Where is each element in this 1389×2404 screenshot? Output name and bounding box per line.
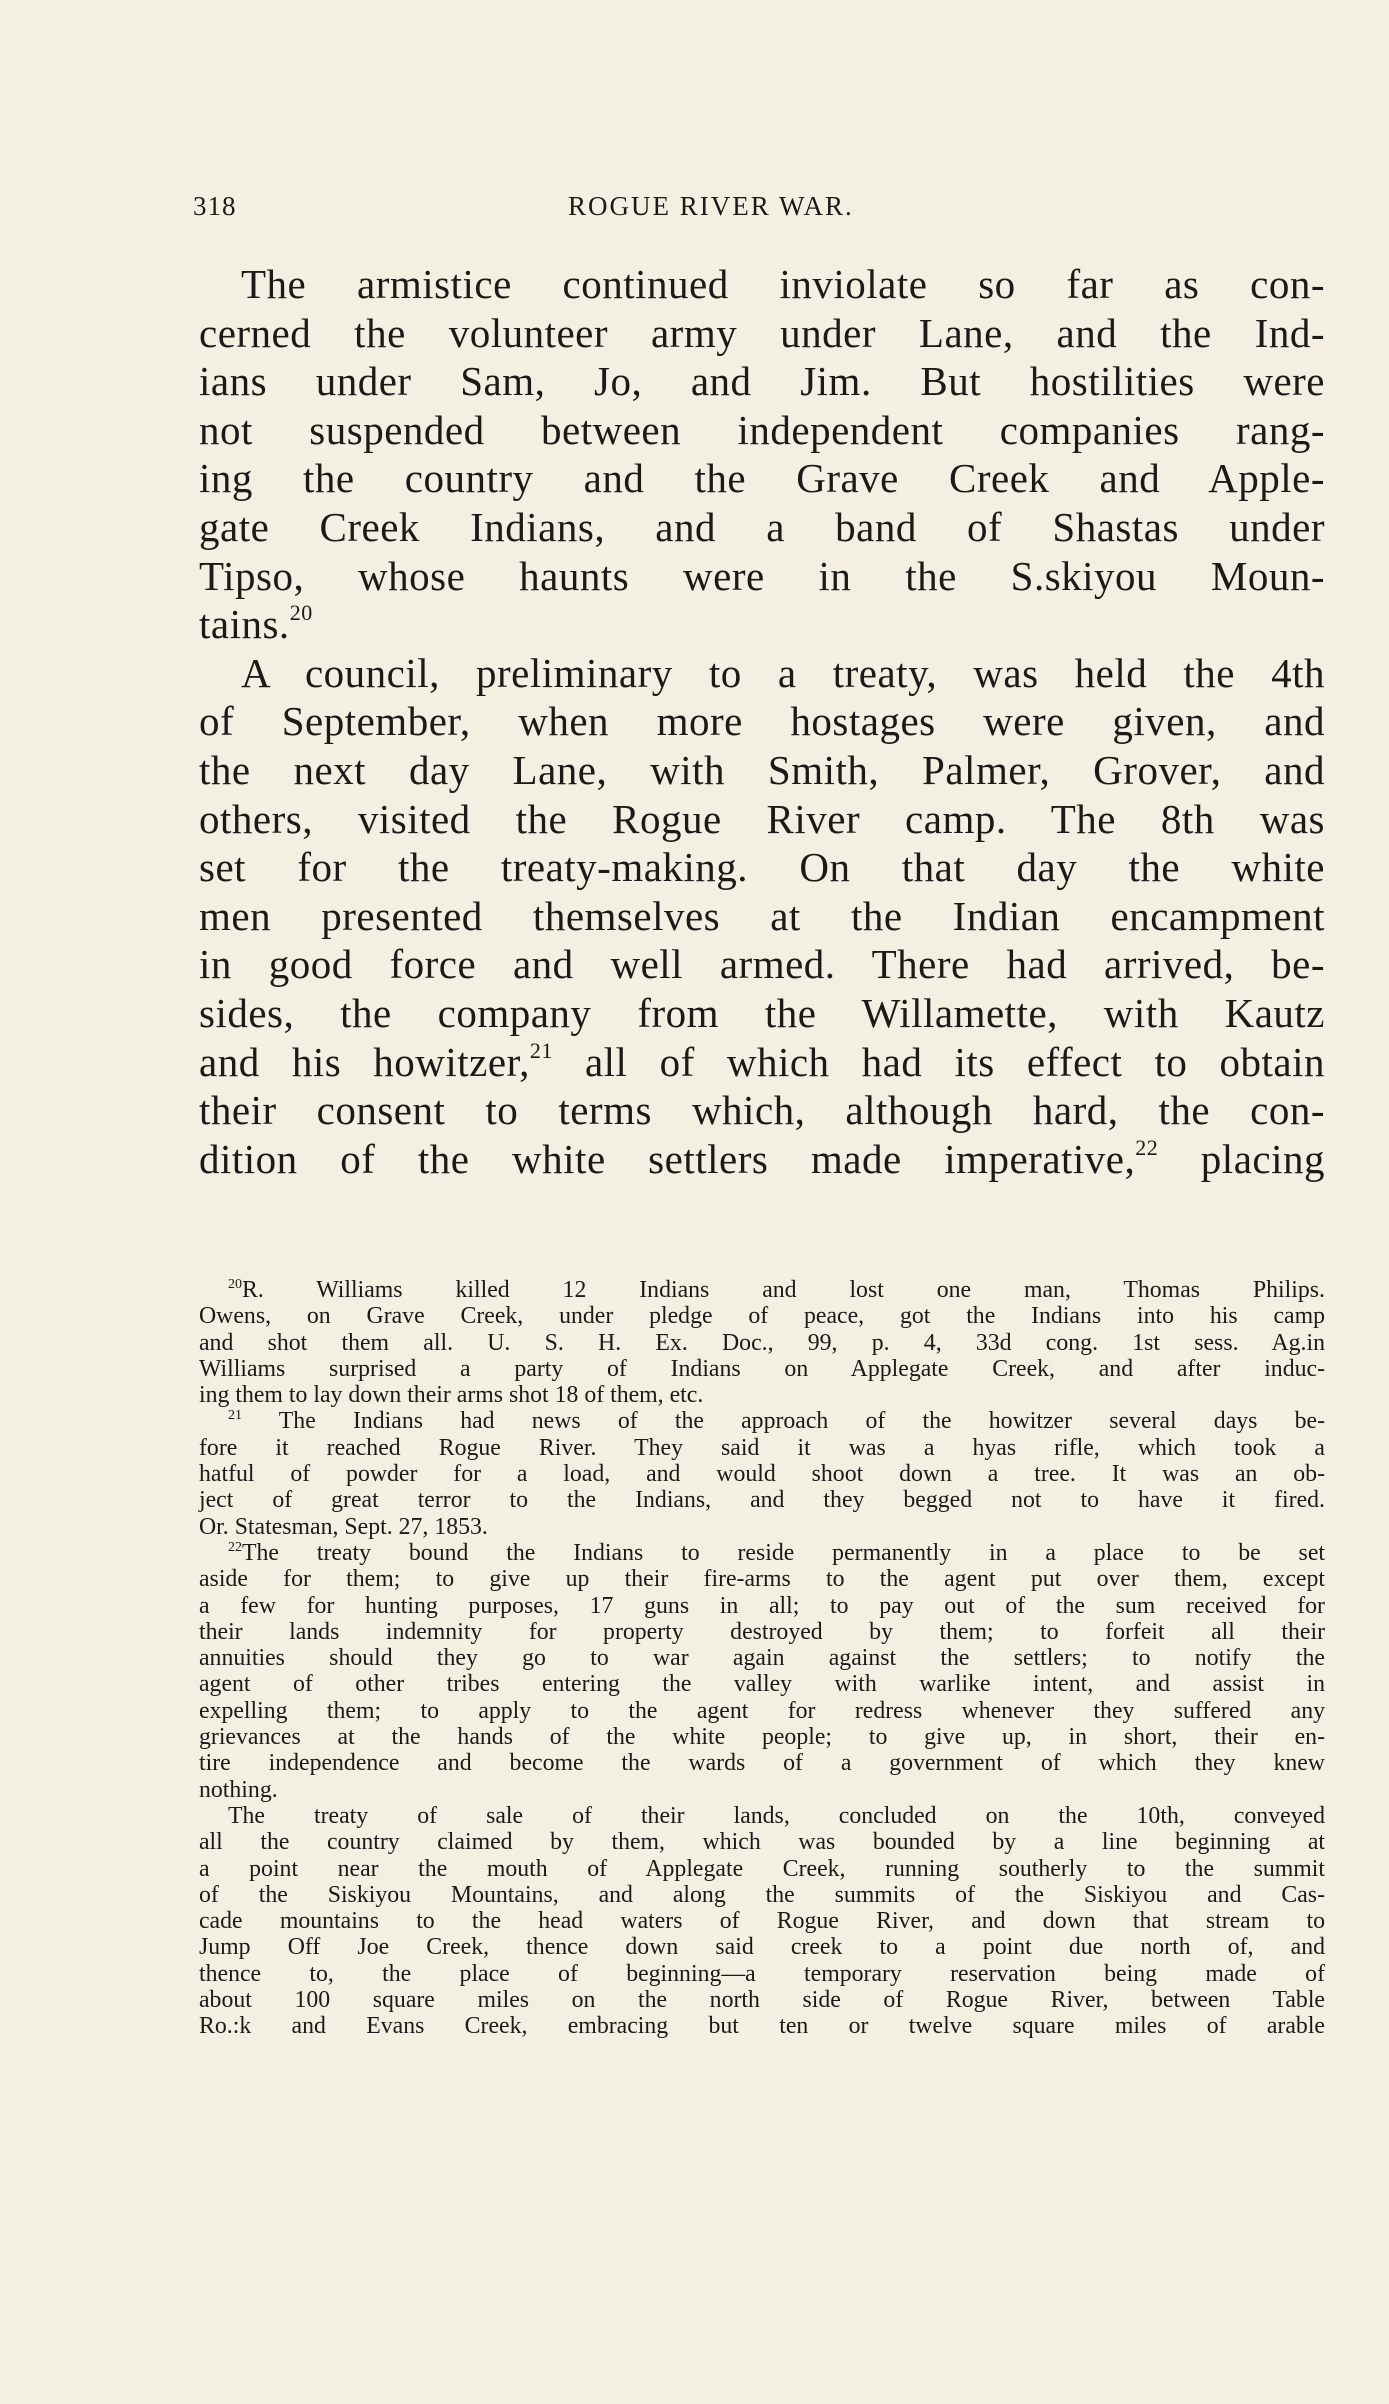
footnote-line: cade mountains to the head waters of Rogue River, and down that stream to <box>199 1908 1325 1935</box>
footnote-line: all the country claimed by them, which was bounded by a line beginning at <box>199 1829 1325 1856</box>
footnote-line: agent of other tribes entering the valley with warlike intent, and assist in <box>199 1671 1325 1698</box>
body-line: sides, the company from the Willamette, with Kautz <box>199 989 1325 1036</box>
body-line: their consent to terms which, although hard, the con- <box>199 1087 1325 1134</box>
body-line: ians under Sam, Jo, and Jim. But hostilities were <box>199 358 1325 405</box>
footnote-line: and shot them all. U. S. H. Ex. Doc., 99, p. 4, 33d cong. 1st sess. Ag.in <box>199 1329 1325 1356</box>
running-title: ROGUE RIVER WAR. <box>568 191 854 221</box>
footnote-line: hatful of powder for a load, and would shoot down a tree. It was an ob- <box>199 1461 1325 1488</box>
body-line: Tipso, whose haunts were in the S.skiyou Moun- <box>199 552 1325 599</box>
footnote-line: Williams surprised a party of Indians on Applegate Creek, and after induc- <box>199 1355 1325 1382</box>
footnote-reference: 21 <box>529 1037 553 1063</box>
body-line: not suspended between independent companies rang- <box>199 406 1325 453</box>
body-line: in good force and well armed. There had arrived, be- <box>199 941 1325 988</box>
footnote-line: of the Siskiyou Mountains, and along the summits of the Siskiyou and Cas- <box>199 1881 1325 1908</box>
body-line: A council, preliminary to a treaty, was held the 4th <box>241 649 1325 696</box>
footnote-line: nothing. <box>199 1776 278 1803</box>
footnote-line: expelling them; to apply to the agent for redress whenever they suffered any <box>199 1697 1325 1724</box>
body-line: ing the country and the Grave Creek and Apple- <box>199 455 1325 502</box>
footnote-line: Owens, on Grave Creek, under pledge of peace, got the Indians into his camp <box>199 1303 1325 1330</box>
body-line: The armistice continued inviolate so far as con- <box>241 261 1325 307</box>
body-line: cerned the volunteer army under Lane, and the Ind- <box>199 309 1325 356</box>
body-line: tains.$^{20}$ <box>199 600 313 648</box>
footnote-line: aside for them; to give up their fire-arms to the agent put over them, except <box>199 1566 1325 1593</box>
footnote-line: a few for hunting purposes, 17 guns in all; to pay out of the sum received for <box>199 1592 1325 1619</box>
footnote-line: fore it reached Rogue River. They said it was a hyas rifle, which took a <box>199 1434 1325 1461</box>
footnote-line: their lands indemnity for property destroyed by them; to forfeit all their <box>199 1618 1325 1645</box>
footnote-reference: 20 <box>289 600 313 626</box>
body-line: the next day Lane, with Smith, Palmer, Grover, and <box>199 746 1325 793</box>
footnote-mark: 22 <box>228 1539 242 1555</box>
footnote-line: $^{22}$The treaty bound the Indians to reside permanently in a place to be set <box>228 1539 1325 1566</box>
footnote-reference: 22 <box>1135 1134 1159 1160</box>
body-line: set for the treaty-making. On that day the white <box>199 844 1325 891</box>
footnote-line: tire independence and become the wards of a government of which they knew <box>199 1750 1325 1777</box>
footnote-line: The treaty of sale of their lands, concluded on the 10th, conveyed <box>228 1802 1325 1829</box>
footnote-line: $^{20}$R. Williams killed 12 Indians and lost one man, Thomas Philips. <box>228 1277 1325 1303</box>
running-head <box>193 188 1318 224</box>
footnote-mark: 20 <box>228 1277 242 1292</box>
body-line: others, visited the Rogue River camp. The 8th was <box>199 795 1325 842</box>
footnote-line: annuities should they go to war again against the settlers; to notify the <box>199 1645 1325 1672</box>
footnote-line: ject of great terror to the Indians, and they begged not to have it fired. <box>199 1487 1325 1514</box>
body-line: and his howitzer,$^{21}$ all of which had its effect to obtain <box>199 1037 1325 1085</box>
footnote-line: Ro.:k and Evans Creek, embracing but ten or twelve square miles of arable <box>199 2013 1325 2040</box>
footnote-line: Jump Off Joe Creek, thence down said creek to a point due north of, and <box>199 1934 1325 1961</box>
footnote-line: $^{21}$ The Indians had news of the approach of the howitzer several days be- <box>228 1408 1325 1435</box>
footnote-line: ing them to lay down their arms shot 18 of them, etc. <box>199 1382 704 1409</box>
body-line: dition of the white settlers made imperative,$^{22}$ placing <box>199 1134 1325 1182</box>
main-text <box>199 260 1325 1183</box>
body-line: men presented themselves at the Indian encampment <box>199 892 1325 939</box>
footnotes <box>199 1277 1325 2040</box>
footnote-line: thence to, the place of beginning—a temporary reservation being made of <box>199 1960 1325 1987</box>
footnote-line: about 100 square miles on the north side of Rogue River, between Table <box>199 1987 1325 2014</box>
footnote-line: a point near the mouth of Applegate Creek, running southerly to the summit <box>199 1855 1325 1882</box>
body-line: gate Creek Indians, and a band of Shastas under <box>199 503 1325 550</box>
footnote-line: grievances at the hands of the white people; to give up, in short, their en- <box>199 1724 1325 1751</box>
page-number: 318 <box>193 191 237 221</box>
footnote-line: Or. Statesman, Sept. 27, 1853. <box>199 1513 488 1540</box>
body-line: of September, when more hostages were given, and <box>199 698 1325 745</box>
footnote-mark: 21 <box>228 1408 242 1424</box>
